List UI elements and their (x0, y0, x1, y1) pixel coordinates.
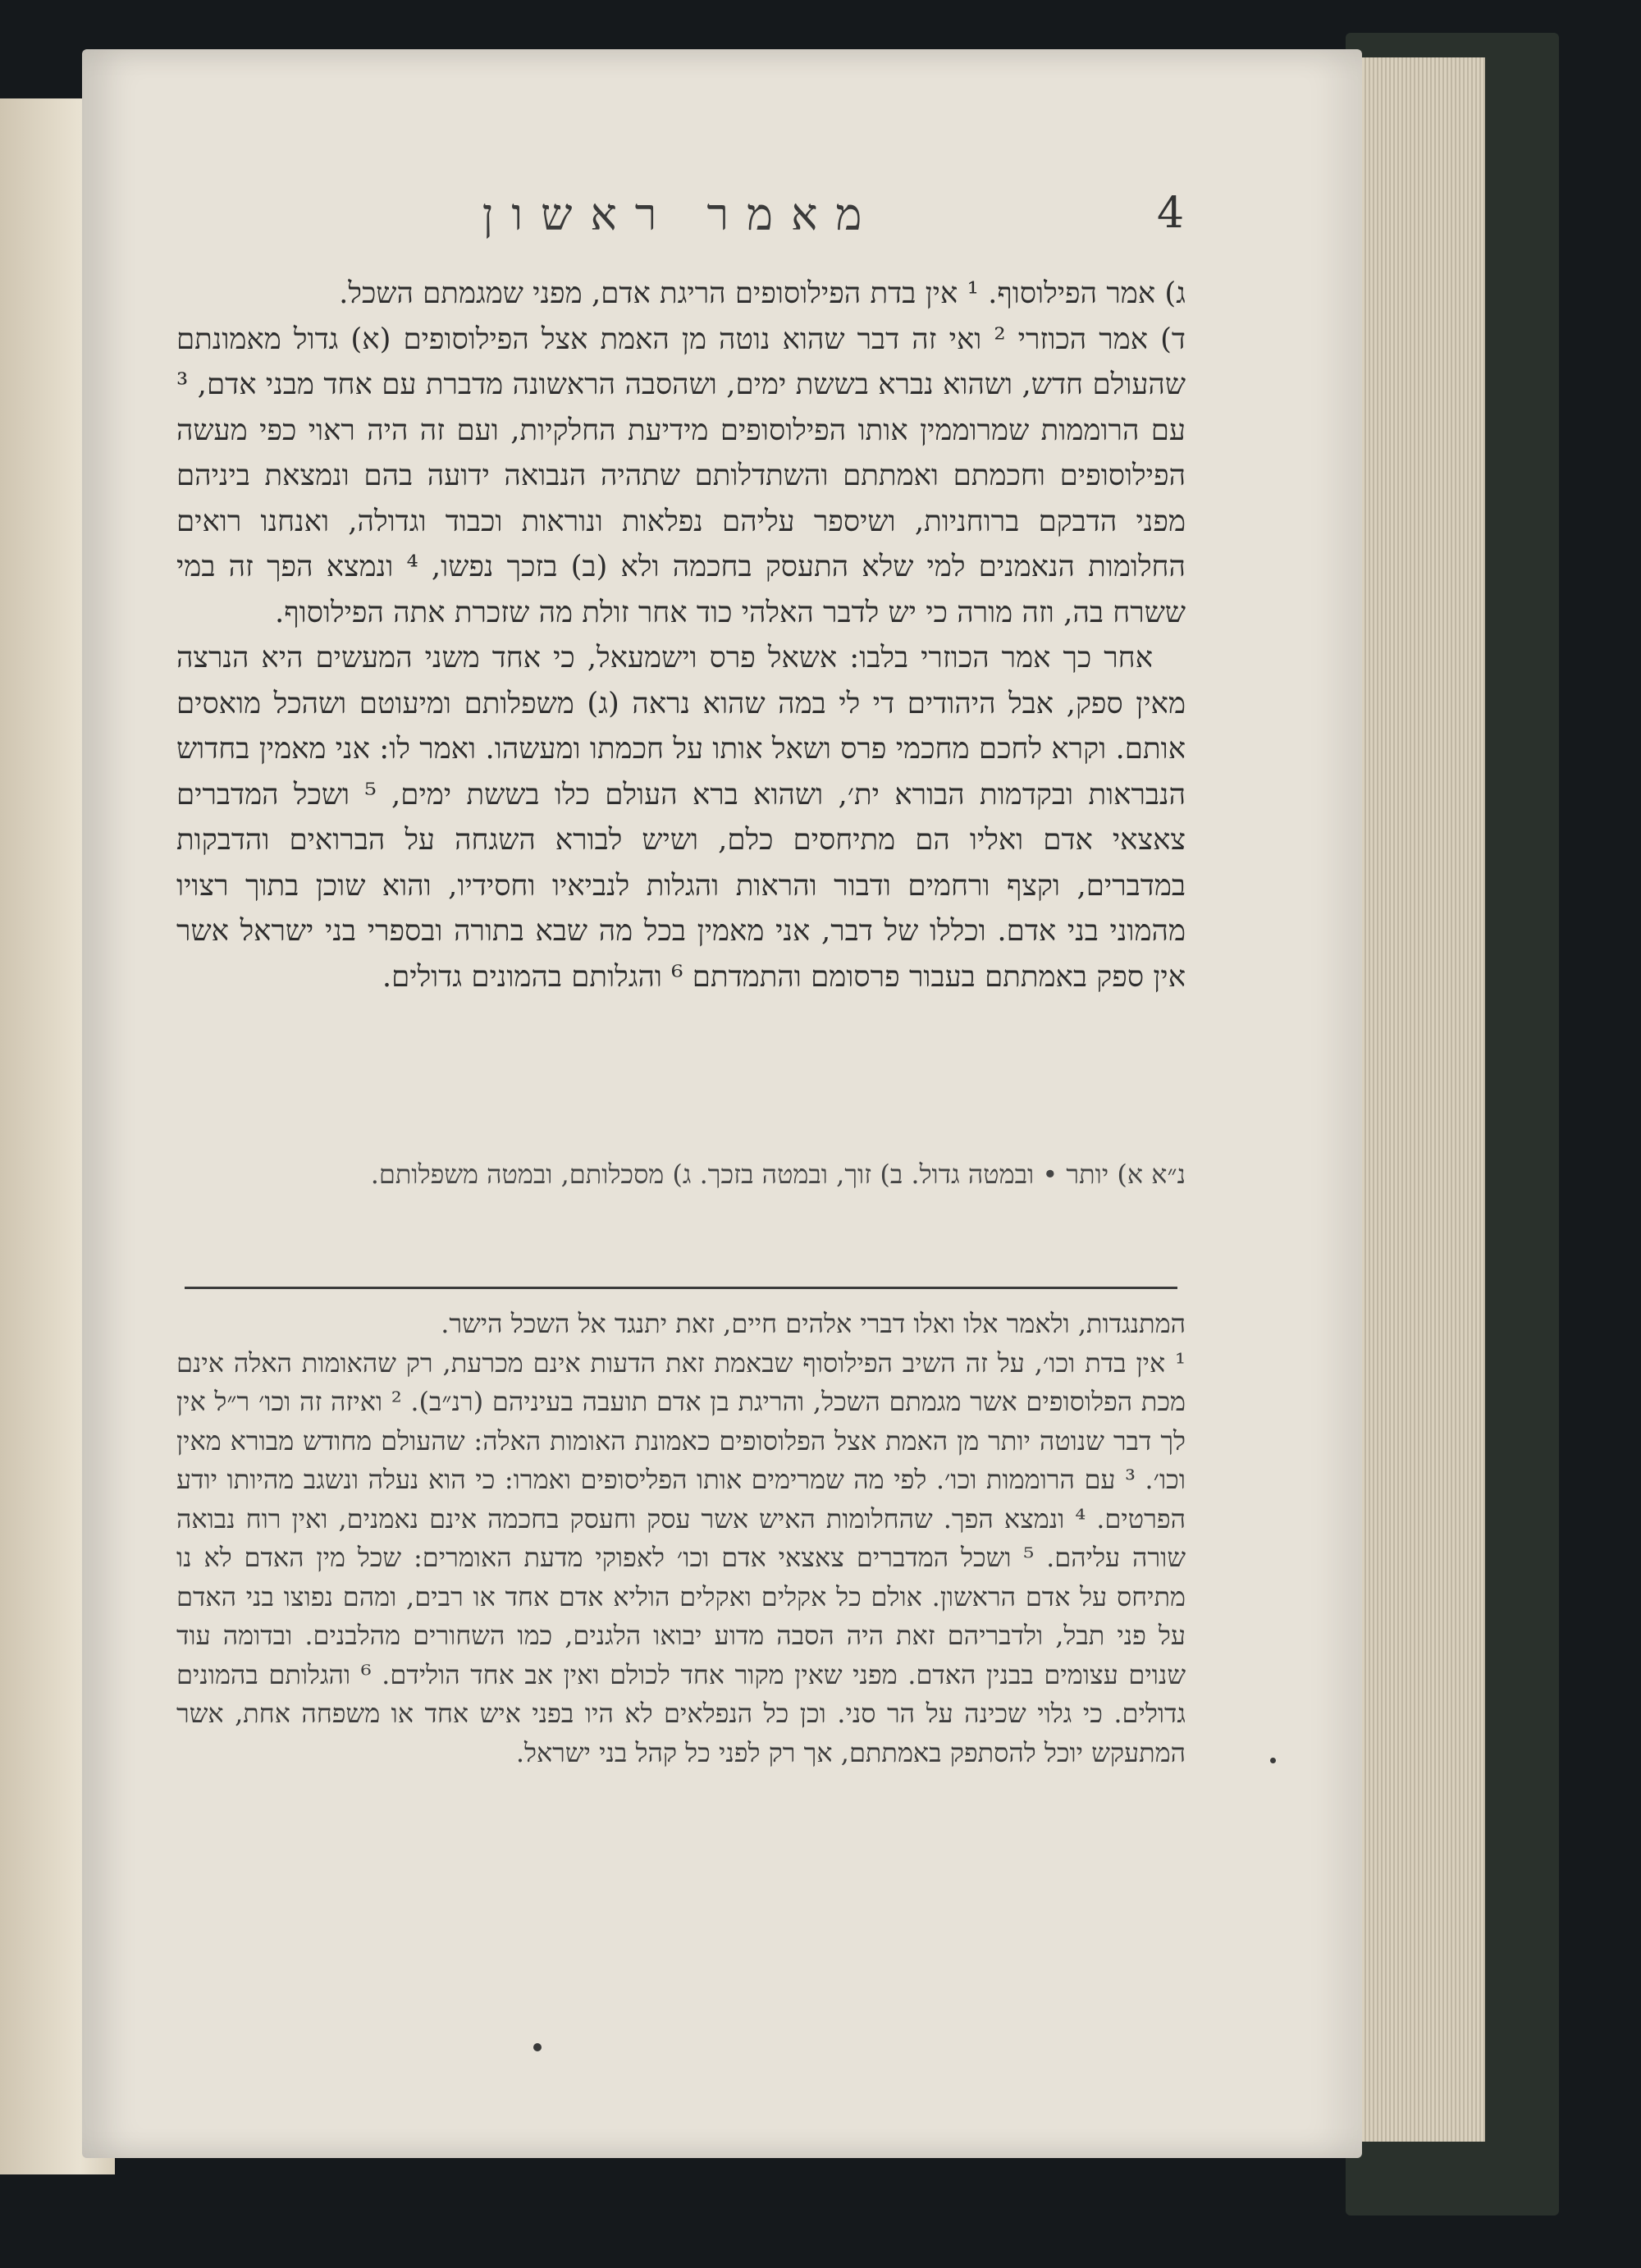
commentary (176, 1305, 1186, 1772)
paragraph: ד) אמר הכוזרי ² ואי זה דבר שהוא נוטה מן האמת אצל הפילוסופים (א) גדול מאמונתם שהעולם חדש, ושהוא נברא בששת ימים, ושהסבה הראשונה מדברת עם אחד מבני אדם, ³ עם הרוממות שמרוממין אותו הפילוסופים מידיעת החלקיות, ועם זה היה ראוי כפי מעשה הפילוסופים וחכמתם ואמתתם והשתדלותם שתהיה הנבואה ידועה בהם ונמצאת ביניהם מפני הדבקם ברוחניות, ושיספר עליהם נפלאות ונוראות וכבוד וגדולה, ואנחנו רואים החלומות הנאמנים למי שלא התעסק בחכמה ולא (ב) בזכך נפשו, ⁴ ונמצא הפך זה במי ששרח בה, וזה מורה כי יש לדבר האלהי כוד אחר זולת מה שזכרת אתה הפילוסוף. (176, 322, 1186, 629)
paragraph: ג) אמר הפילוסוף. ¹ אין בדת הפילוסופים הריגת אדם, מפני שמגמתם השכל. (339, 277, 1186, 310)
commentary-paragraph: ¹ אין בדת וכו׳, על זה השיב הפילוסוף שבאמת זאת הדעות אינם מכרעת, רק שהאומות האלה אינם מכת הפלוסופים אשר מגמתם השכל, והריגת בן אדם תועבה בעיניהם (רנ״ב). ² ואיזה זה וכו׳ ר״ל אין לך דבר שנוטה יותר מן האמת אצל הפלוסופים כאמונת האומות האלה: שהעולם מחודש מבורא מאין וכו׳. ³ עם הרוממות וכו׳. לפי מה שמרימים אותו הפליסופים ואמרו: כי הוא נעלה ונשגב מהיותו יודע הפרטים. ⁴ ונמצא הפך. שהחלומות האיש אשר עסק וחעסק בחכמה אינם נאמנים, ואין רוח נבואה שורה עליהם. ⁵ ושכל המדברים צאצאי אדם וכו׳ לאפוקי מדעת האומרים: שכל מין האדם לא נו מתיחס על אדם הראשון. אולם כל אקלים ואקלים הוליא אדם אחד או רבים, ומהם נפוצו בני האדם על פני תבל, ולדבריהם זאת היה הסבה מדוע יבואו הלגנים, כמו השחורים מהלבנים. ובדומה עוד שנוים עצומים בבנין האדם. מפני שאין מקור אחד לכולם ואין אב אחד הולידם. ⁶ והגלותם בהמונים גדולים. כי גלוי שכינה על הר סני. וכן כל הנפלאים לא היו בפני איש אחד או משפחה אחת, אשר המתעקש יוכל להסתפק באמתתם, אך רק לפני כל קהל בני ישראל. (176, 1347, 1186, 1768)
ink-spot (533, 2043, 542, 2051)
variant-readings: נ״א א) יותר • ובמטה גדול. ב) זוך, ובמטה בזכך. ג) מסכלותם, ובמטה משפלותם. (370, 1159, 1186, 1190)
paragraph: אחר כך אמר הכוזרי בלבו: אשאל פרס וישמעאל, כי אחד משני המעשים היא הנרצה מאין ספק, אבל היהודים די לי במה שהוא נראה (ג) משפלותם ומיעוטם ושהכל מואסים אותם. וקרא לחכם מחכמי פרס ושאל אותו על חכמתו ומעשהו. ואמר לו: אני מאמין בחדוש הנבראות ובקדמות הבורא ית׳, ושהוא ברא העולם כלו בששת ימים, ⁵ ושכל המדברים צאצאי אדם ואליו הם מתיחסים כלם, ושיש לבורא השגחה על הברואים והדבקות במדברים, וקצף ורחמים ודבור והראות והגלות לנביאיו וחסידיו, והוא שוכן בתוך רצויו מהמוני בני אדם. וכללו של דבר, אני מאמין בכל מה שבא בתורה ובספרי בני ישראל אשר אין ספק באמתתם בעבור פרסומם והתמדתם ⁶ והגלותם בהמונים גדולים. (176, 641, 1186, 994)
main-text (176, 271, 1186, 999)
page-header (82, 189, 1362, 263)
footnote-divider (185, 1287, 1177, 1289)
commentary-paragraph: המתנגדות, ולאמר אלו ואלו דברי אלהים חיים, זאת יתנגד אל השכל הישר. (441, 1308, 1186, 1339)
ink-spot (1270, 1758, 1276, 1763)
running-head: מאמר ראשון (482, 189, 880, 240)
page-number: 4 (1157, 189, 1185, 238)
